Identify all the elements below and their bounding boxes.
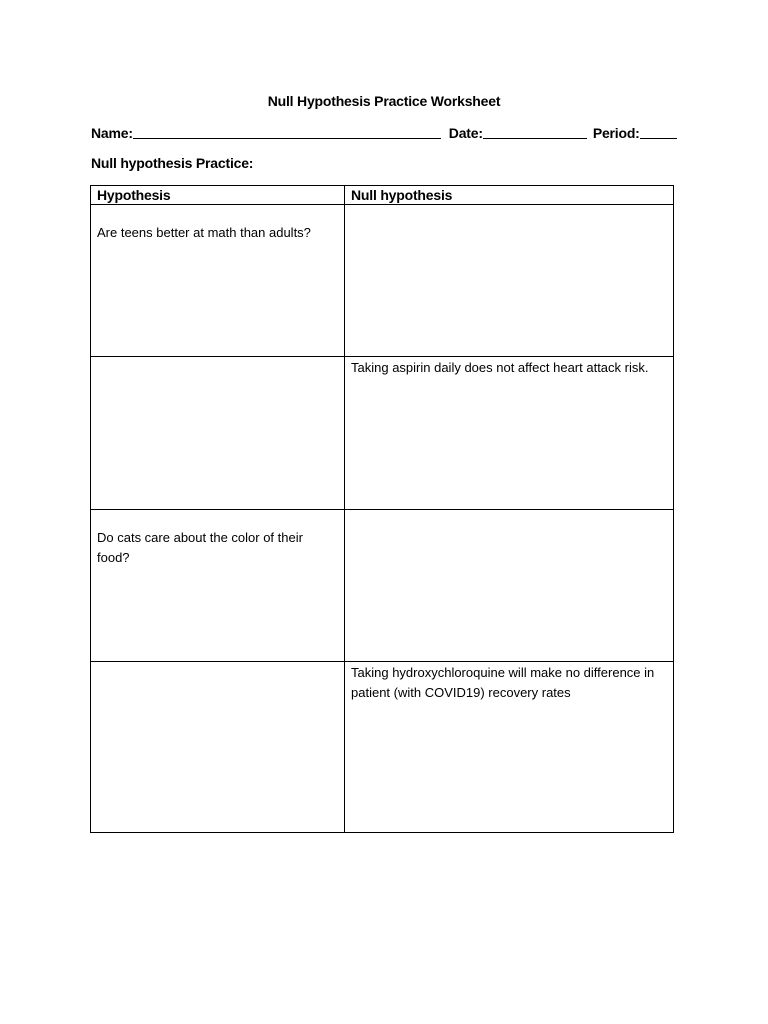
worksheet-title: Null Hypothesis Practice Worksheet xyxy=(267,93,501,109)
hypothesis-cell[interactable] xyxy=(91,357,345,510)
hypothesis-text: Are teens better at math than adults? xyxy=(97,225,311,240)
date-blank[interactable] xyxy=(483,124,587,139)
period-blank[interactable] xyxy=(640,124,677,139)
section-heading: Null hypothesis Practice: xyxy=(91,155,254,171)
date-label: Date: xyxy=(448,125,483,141)
null-hypothesis-cell[interactable] xyxy=(345,357,674,510)
period-label: Period: xyxy=(592,125,640,141)
null-hypothesis-cell[interactable] xyxy=(345,510,674,662)
name-blank[interactable] xyxy=(133,124,441,139)
null-hypothesis-text: Taking aspirin daily does not affect heart attack risk. xyxy=(351,360,649,375)
hypothesis-cell[interactable] xyxy=(91,510,345,662)
null-hypothesis-cell[interactable] xyxy=(345,205,674,357)
practice-table xyxy=(90,185,674,833)
header-null-hypothesis: Null hypothesis xyxy=(345,186,674,205)
student-info-line xyxy=(91,124,691,141)
null-hypothesis-text: Taking hydroxychloroquine will make no difference in patient (with COVID19) recovery rates xyxy=(351,665,655,700)
hypothesis-text: Do cats care about the color of their food? xyxy=(97,530,303,565)
table-header-row xyxy=(91,186,674,205)
table-row xyxy=(91,662,674,833)
hypothesis-cell[interactable] xyxy=(91,205,345,357)
date-field[interactable] xyxy=(449,124,587,141)
table-row xyxy=(91,357,674,510)
period-field[interactable] xyxy=(593,124,677,141)
hypothesis-cell[interactable] xyxy=(91,662,345,833)
name-field[interactable] xyxy=(91,124,441,141)
table-row xyxy=(91,510,674,662)
header-hypothesis: Hypothesis xyxy=(91,186,345,205)
null-hypothesis-cell[interactable] xyxy=(345,662,674,833)
table-row xyxy=(91,205,674,357)
name-label: Name: xyxy=(91,125,133,141)
